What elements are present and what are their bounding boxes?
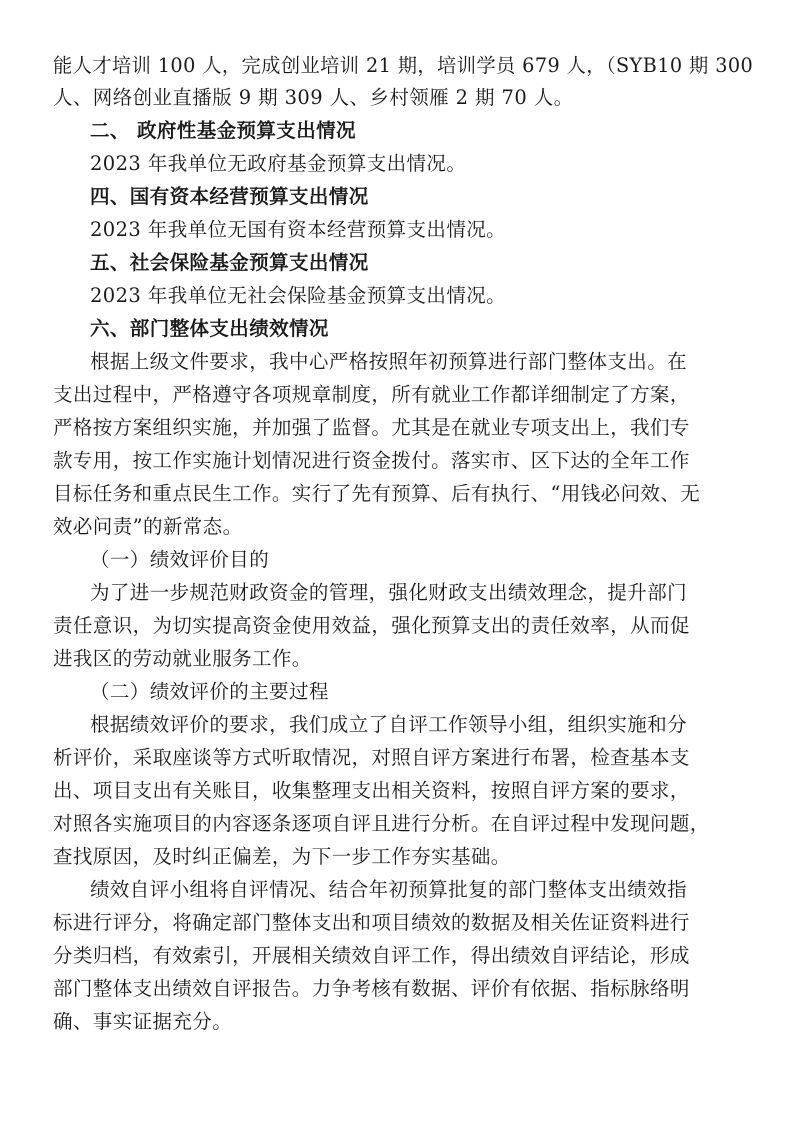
subsection-heading: （二）绩效评价的主要过程 — [90, 680, 329, 703]
section-heading: 二、 政府性基金预算支出情况 — [90, 119, 356, 142]
paragraph-line: 查找原因，及时纠正偏差，为下一步工作夯实基础。 — [53, 845, 511, 868]
paragraph-line: 确、事实证据充分。 — [53, 1010, 233, 1033]
paragraph-line: 标进行评分，将确定部门整体支出和项目绩效的数据及相关佐证资料进行 — [53, 911, 690, 934]
paragraph-line: 根据上级文件要求，我中心严格按照年初预算进行部门整体支出。在 — [90, 350, 688, 373]
paragraph-line: 对照各实施项目的内容逐条逐项自评且进行分析。在自评过程中发现问题， — [53, 812, 710, 835]
section-heading: 五、社会保险基金预算支出情况 — [90, 251, 369, 274]
paragraph-line: 出、项目支出有关账目，收集整理支出相关资料，按照自评方案的要求， — [53, 779, 690, 802]
paragraph-line: 2023 年我单位无社会保险基金预算支出情况。 — [90, 284, 507, 307]
paragraph-line: 支出过程中，严格遵守各项规章制度，所有就业工作都详细制定了方案， — [53, 383, 690, 406]
paragraph-line: 款专用，按工作实施计划情况进行资金拨付。落实市、区下达的全年工作 — [53, 449, 690, 472]
paragraph-line: 进我区的劳动就业服务工作。 — [53, 647, 312, 670]
paragraph-line: 绩效自评小组将自评情况、结合年初预算批复的部门整体支出绩效指 — [90, 878, 688, 901]
paragraph-line: 分类归档，有效索引，开展相关绩效自评工作，得出绩效自评结论，形成 — [53, 944, 690, 967]
paragraph-line: 人、网络创业直播版 9 期 309 人、乡村领雁 2 期 70 人。 — [53, 86, 574, 109]
paragraph-line: 目标任务和重点民生工作。实行了先有预算、后有执行、“用钱必问效、无 — [53, 482, 701, 505]
paragraph-line: 能人才培训 100 人，完成创业培训 21 期，培训学员 679 人，（SYB10 期 300 — [53, 54, 754, 77]
paragraph-line: 2023 年我单位无政府基金预算支出情况。 — [90, 152, 467, 175]
paragraph-line: 效必问责”的新常态。 — [53, 515, 243, 538]
paragraph-line: 根据绩效评价的要求，我们成立了自评工作领导小组，组织实施和分 — [90, 713, 688, 736]
paragraph-line: 严格按方案组织实施，并加强了监督。尤其是在就业专项支出上，我们专 — [53, 416, 690, 439]
paragraph-line: 责任意识，为切实提高资金使用效益，强化预算支出的责任效率，从而促 — [53, 614, 690, 637]
paragraph-line: 为了进一步规范财政资金的管理，强化财政支出绩效理念，提升部门 — [90, 581, 688, 604]
paragraph-line: 2023 年我单位无国有资本经营预算支出情况。 — [90, 218, 507, 241]
subsection-heading: （一）绩效评价目的 — [90, 548, 270, 571]
paragraph-line: 部门整体支出绩效自评报告。力争考核有数据、评价有依据、指标脉络明 — [53, 977, 690, 1000]
section-heading: 六、部门整体支出绩效情况 — [90, 317, 329, 340]
paragraph-line: 析评价，采取座谈等方式听取情况，对照自评方案进行布署，检查基本支 — [53, 746, 690, 769]
section-heading: 四、国有资本经营预算支出情况 — [90, 185, 369, 208]
